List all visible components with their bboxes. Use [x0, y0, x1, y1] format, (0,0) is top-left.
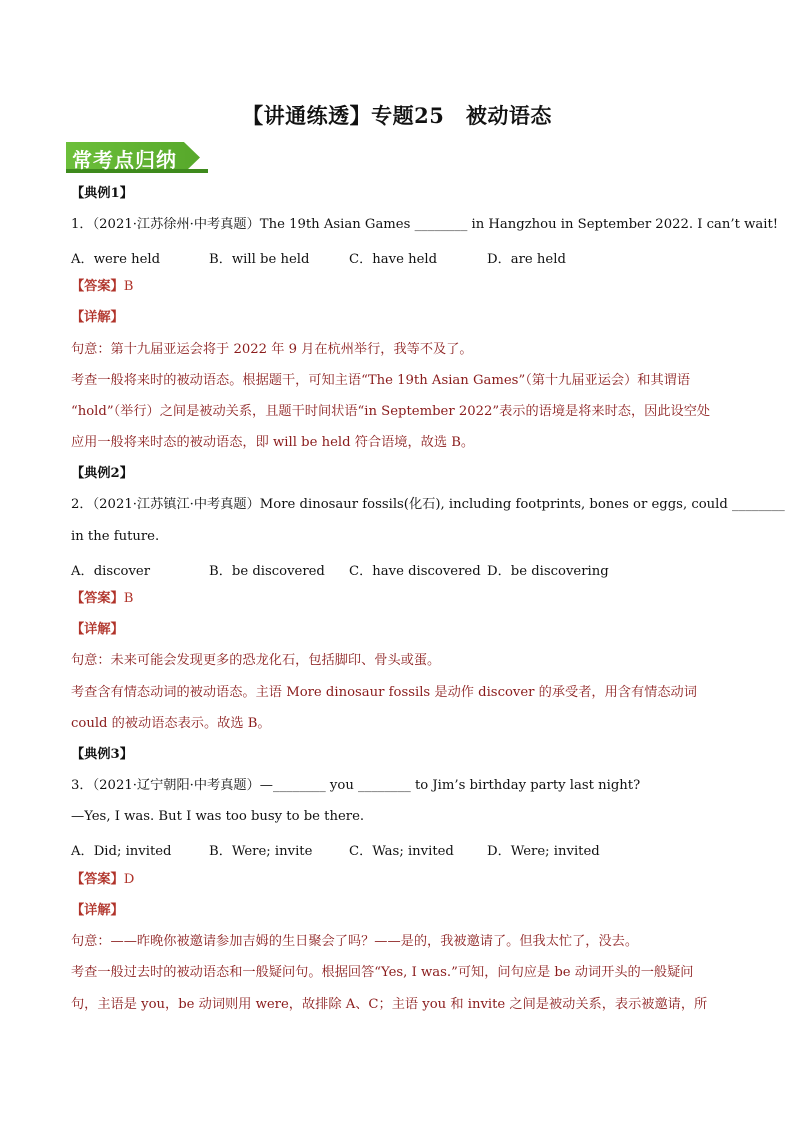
option-d: D．Were; invited [487, 844, 600, 859]
option-a: A．Did; invited [71, 844, 172, 859]
answer-line [71, 871, 134, 889]
answer-label: 【答案】 [71, 279, 124, 294]
explain-line: 句，主语是 you，be 动词则用 were，故排除 A、C；主语 you 和 invite 之间是被动关系，表示被邀请，所 [71, 997, 708, 1012]
explain-line: could 的被动语态表示。故选 B。 [71, 716, 271, 731]
explain-line: “hold”（举行）之间是被动关系，且题干时间状语“in September 2022”表示的语境是将来时态，因此设空处 [71, 404, 711, 419]
banner-label: 常考点归纳 [72, 148, 177, 172]
page-title: 【讲通练透】专题25 被动语态 [242, 103, 552, 128]
question-continuation: in the future. [71, 529, 160, 544]
question-text: 2．（2021·江苏镇江·中考真题）More dinosaur fossils(化石), including footprints, bones or eggs, could ________ [71, 497, 785, 512]
example-heading: 【典例1】 [71, 186, 133, 201]
meaning-text: 句意：——昨晚你被邀请参加吉姆的生日聚会了吗？——是的，我被邀请了。但我太忙了，没去。 [71, 934, 639, 949]
answer-label: 【答案】 [71, 591, 124, 606]
answer-value: B [123, 279, 134, 294]
option-a: A．were held [71, 252, 161, 267]
option-d: D．be discovering [487, 564, 609, 579]
option-d: D．are held [487, 252, 566, 267]
detail-label: 【详解】 [71, 903, 124, 918]
detail-label: 【详解】 [71, 622, 124, 637]
option-b: B．will be held [209, 252, 310, 267]
answer-line [71, 590, 133, 608]
option-c: C．have discovered [349, 564, 481, 579]
meaning-text: 句意：第十九届亚运会将于 2022 年 9 月在杭州举行，我等不及了。 [71, 342, 473, 357]
option-c: C．have held [349, 252, 438, 267]
question-continuation: —Yes, I was. But I was too busy to be there. [71, 809, 365, 824]
answer-label: 【答案】 [71, 872, 124, 887]
detail-label: 【详解】 [71, 310, 124, 325]
option-b: B．Were; invite [209, 844, 313, 859]
option-c: C．Was; invited [349, 844, 454, 859]
explain-line: 应用一般将来时态的被动语态，即 will be held 符合语境，故选 B。 [71, 435, 475, 450]
explain-line: 考查一般过去时的被动语态和一般疑问句。根据回答“Yes, I was.”可知，问句应是 be 动词开头的一般疑问 [71, 965, 694, 980]
section-banner [66, 142, 208, 173]
explain-line: 考查一般将来时的被动语态。根据题干，可知主语“The 19th Asian Games”（第十九届亚运会）和其谓语 [71, 373, 691, 388]
example-heading: 【典例3】 [71, 747, 133, 762]
option-a: A．discover [71, 564, 151, 579]
question-text: 1．（2021·江苏徐州·中考真题）The 19th Asian Games ________ in Hangzhou in September 2022. I can’t wait! [71, 217, 779, 232]
option-b: B．be discovered [209, 564, 325, 579]
question-text: 3．（2021·辽宁朝阳·中考真题）—________ you ________ to Jim’s birthday party last night? [71, 778, 641, 793]
meaning-text: 句意：未来可能会发现更多的恐龙化石，包括脚印、骨头或蛋。 [71, 653, 441, 668]
answer-value: B [123, 591, 134, 606]
explain-line: 考查含有情态动词的被动语态。主语 More dinosaur fossils 是动作 discover 的承受者，用含有情态动词 [71, 685, 697, 700]
example-heading: 【典例2】 [71, 466, 133, 481]
answer-value: D [123, 872, 135, 887]
answer-line [71, 278, 133, 296]
